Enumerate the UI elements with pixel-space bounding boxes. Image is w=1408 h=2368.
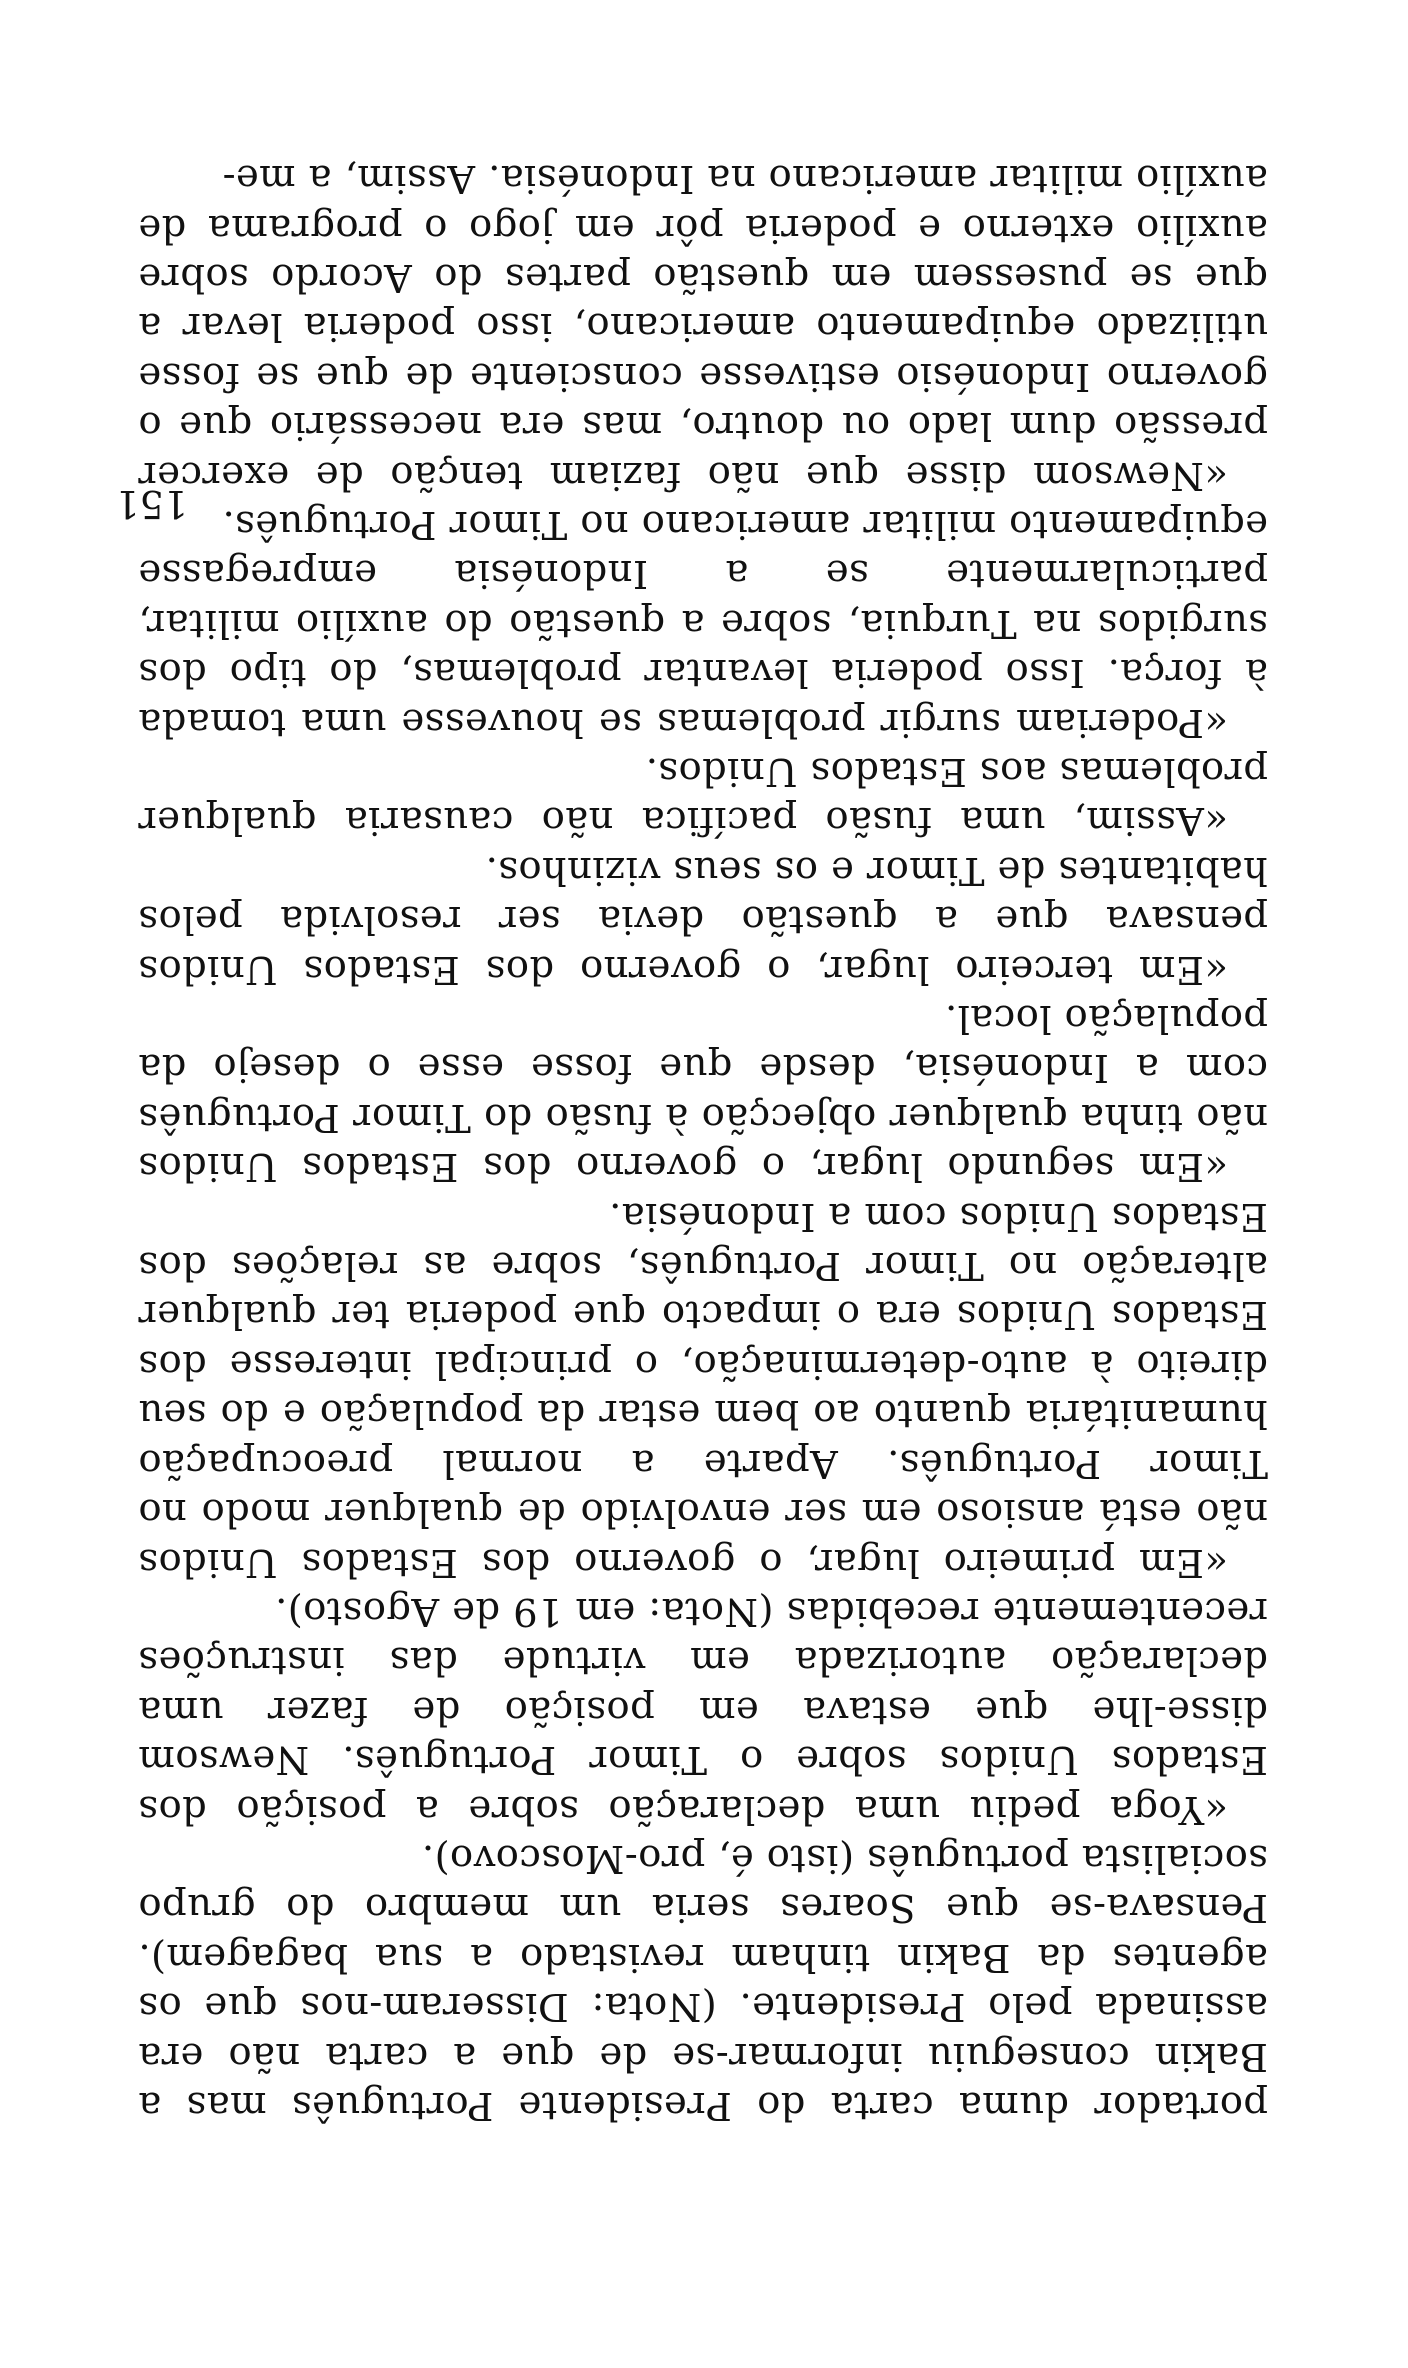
paragraph-5: «Em terceiro lugar, o governo dos Estados Unidos pensava que a questão devia ser resolvida pelos habitantes de Timor e os seus vizinhos. xyxy=(138,847,1268,992)
paragraph-4: «Em segundo lugar, o governo dos Estados Unidos não tinha qualquer objecção à fusão do Timor Português com a Indonésia, desde que fosse esse o desejo da população local. xyxy=(138,996,1268,1190)
paragraph-3: «Em primeiro lugar, o governo dos Estados Unidos não está ansioso em ser envolvido de qualquer modo no Timor Português. Aparte a normal preocupação humanitária quanto ao bem estar da população e do seu direito à auto-determinação, o principal interesse dos Estados Unidos era o impacto que poderia ter qualquer alteração no Timor Português, sobre as relações dos Estados Unidos com a Indonésia. xyxy=(138,1193,1268,1585)
paragraph-6: «Assim, uma fusão pacífica não causaria qualquer problemas aos Estados Unidos. xyxy=(138,749,1268,844)
paragraph-1: portador duma carta do Presidente Português mas a Bakin conseguiu informar-se de que a carta não era assinada pelo Presidente. (Nota: Disseram-nos que os agentes da Bakin tinham revistado a sua bagagem). Pensava-se que Soares seria um membro do grupo socialista português (isto é, pro-Moscovo). xyxy=(138,1835,1268,2128)
body-text xyxy=(138,154,1268,2130)
page-number: 151 xyxy=(115,482,188,526)
paragraph-2: «Yoga pediu uma declaração sobre a posição dos Estados Unidos sobre o Timor Português. Newsom disse-lhe que estava em posição de fazer uma declaração autorizada em virtude das instruções recentemente recebidas (Nota: em 19 de Agosto). xyxy=(138,1588,1268,1832)
paragraph-8: «Newsom disse que não faziam tenção de exercer pressão dum lado ou doutro, mas era necessário que o governo Indonésio estivesse consciente de que se fosse utilizado equipamento americano, isso poderia levar a que se pusessem em questão partes do Acordo sobre auxílio externo e poderia pôr em jogo o programa de auxílio militar americano na Indonésia. Assim, a me- xyxy=(138,156,1268,498)
paragraph-7: «Poderiam surgir problemas se houvesse uma tomada à força. Isso poderia levantar problemas, do tipo dos surgidos na Turquia, sobre a questão do auxílio militar, particularmente se a Indonésia empregasse equipamento militar americano no Timor Português. xyxy=(138,502,1268,745)
